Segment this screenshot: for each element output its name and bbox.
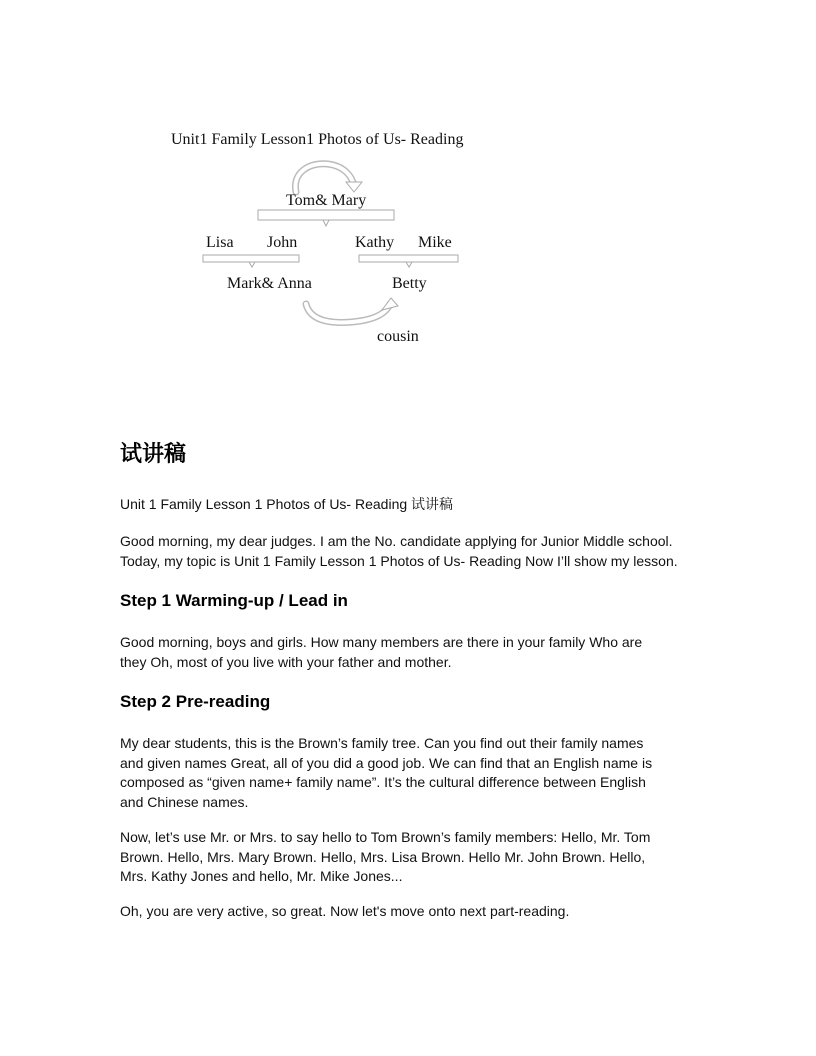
left-parents-bracket bbox=[203, 255, 299, 262]
right-parents-bracket bbox=[359, 255, 458, 262]
step1-paragraph bbox=[120, 633, 710, 672]
step2-heading: Step 2 Pre-reading bbox=[120, 692, 271, 711]
john-label: John bbox=[267, 234, 298, 251]
betty-label: Betty bbox=[392, 275, 427, 292]
lisa-label: Lisa bbox=[206, 234, 234, 251]
intro-line: Good morning, my dear judges. I am the No. candidate applying for Junior Middle school. bbox=[120, 533, 673, 549]
family-tree-diagram bbox=[160, 120, 500, 360]
step2-line: Mrs. Kathy Jones and hello, Mr. Mike Jones... bbox=[120, 868, 403, 884]
grandparents-label: Tom& Mary bbox=[286, 192, 367, 209]
step1-heading: Step 1 Warming-up / Lead in bbox=[120, 591, 348, 610]
page-title: 试讲稿 bbox=[120, 442, 187, 467]
mark-anna-label: Mark& Anna bbox=[227, 275, 312, 292]
lesson-subtitle: Unit 1 Family Lesson 1 Photos of Us- Reading 试讲稿 bbox=[120, 496, 454, 512]
step1-line: Good morning, boys and girls. How many members are there in your family Who are bbox=[120, 634, 643, 650]
cousin-label: cousin bbox=[377, 328, 419, 345]
step2-line: Brown. Hello, Mrs. Mary Brown. Hello, Mrs. Lisa Brown. Hello Mr. John Brown. Hello, bbox=[120, 848, 646, 865]
step2-paragraph-2 bbox=[120, 828, 710, 887]
intro-paragraph bbox=[120, 532, 720, 571]
step2-line: My dear students, this is the Brown’s family tree. Can you find out their family names bbox=[120, 735, 644, 751]
step2-line: Now, let’s use Mr. or Mrs. to say hello to Tom Brown’s family members: Hello, Mr. Tom bbox=[120, 829, 651, 845]
step2-paragraph-1 bbox=[120, 734, 710, 812]
step2-line: composed as “given name+ family name”. It’s the cultural difference between English bbox=[120, 774, 646, 790]
kathy-label: Kathy bbox=[355, 234, 395, 251]
mike-label: Mike bbox=[418, 234, 452, 251]
step1-line: they Oh, most of you live with your father and mother. bbox=[120, 653, 452, 670]
diagram-title: Unit1 Family Lesson1 Photos of Us- Reading bbox=[171, 131, 464, 148]
intro-line: Today, my topic is Unit 1 Family Lesson 1 Photos of Us- Reading Now I’ll show my lesson. bbox=[120, 552, 678, 569]
step2-paragraph-3 bbox=[120, 902, 710, 922]
step2-line: Oh, you are very active, so great. Now let's move onto next part-reading. bbox=[120, 903, 570, 919]
step2-line: and Chinese names. bbox=[120, 793, 249, 810]
grandparents-bracket bbox=[258, 210, 394, 220]
step2-line: and given names Great, all of you did a good job. We can find that an English name is bbox=[120, 754, 653, 771]
